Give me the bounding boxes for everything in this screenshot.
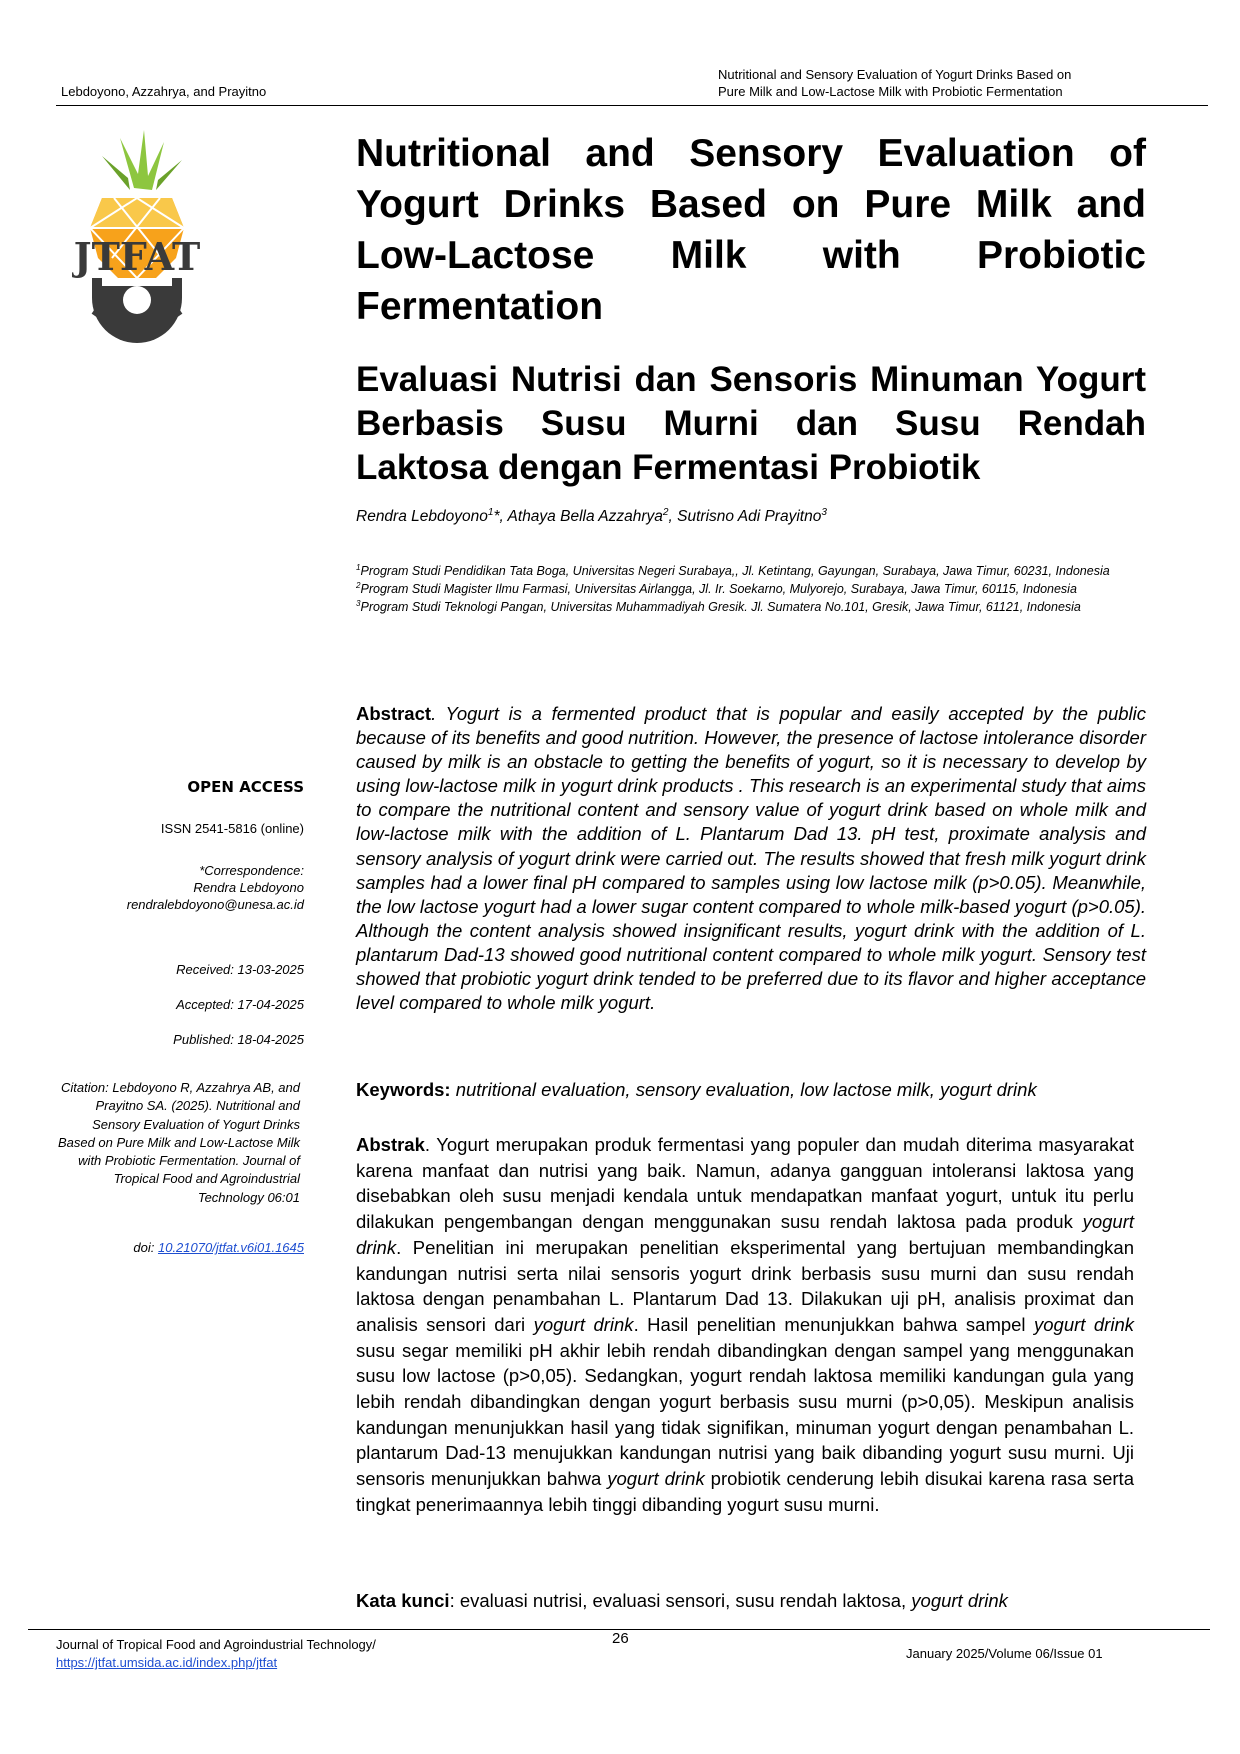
doi [40, 1240, 304, 1255]
abstrak-text: . Penelitian ini merupakan penelitian eksperimental yang bertujuan membandingkan kandungan nutrisi serta nilai sensoris yogurt drink berbasis susu murni dan susu rendah laktosa dengan penambahan L. Plantarum Dad 13. Dilakukan uji pH, analisis proximat dan analisis sensori dari [356, 1236, 1134, 1335]
open-access-label: OPEN ACCESS [187, 778, 304, 796]
abstract-text: . Yogurt is a fermented product that is popular and easily accepted by the public because of its benefits and good nutrition. However, the presence of lactose intolerance disorder caused by milk is an obstacle to getting the benefits of yogurt, so it is necessary to develop by using low-lactose milk in yogurt drink products . This research is an experimental study that aims to compare the nutritional content and sensory value of yogurt drink based on whole milk and low-lactose milk with the addition of L. Plantarum Dad 13. pH test, proximate analysis and sensory analysis of yogurt drink were carried out. The results showed that fresh milk yogurt drink samples had a lower final pH compared to samples using low lactose milk (p>0.05). Meanwhile, the low lactose yogurt had a lower sugar content compared to whole milk-based yogurt (p>0.05). Although the content analysis showed insignificant results, yogurt drink with the addition of L. plantarum Dad-13 showed good nutritional content compared to whole milk yogurt. Sensory test showed that probiotic yogurt drink tended to be preferred due to its flavor and higher acceptance level compared to whole milk yogurt. [356, 703, 1146, 1014]
kata-kunci-heading: Kata kunci [356, 1590, 450, 1611]
footer-issue: January 2025/Volume 06/Issue 01 [906, 1646, 1103, 1661]
page-number: 26 [612, 1630, 629, 1647]
abstrak-text: . Hasil penelitian menunjukkan bahwa sampel [633, 1313, 1035, 1335]
author-list [356, 508, 827, 526]
affiliation-item [356, 580, 1146, 598]
abstract-heading: Abstract [356, 703, 432, 724]
running-header-title-line1: Nutritional and Sensory Evaluation of Yogurt Drinks Based on [718, 67, 1072, 82]
citation: Citation: Lebdoyono R, Azzahrya AB, and Prayitno SA. (2025). Nutritional and Sensory Evaluation of Yogurt Drinks Based on Pure Milk and Low-Lactose Milk with Probiotic Fermentation. Journal of Tropical Food and Agroindustrial Technology 06:01 [57, 1080, 300, 1205]
keywords [356, 1079, 1146, 1101]
author-affil-mark: 3 [821, 506, 827, 518]
author-name: Rendra Lebdoyono [356, 508, 488, 525]
footer-journal-name: Journal of Tropical Food and Agroindustrial Technology/ [56, 1637, 376, 1652]
abstrak-italic: yogurt drink [1034, 1313, 1134, 1335]
pineapple-gear-logo-icon [72, 128, 202, 348]
keywords-text: nutritional evaluation, sensory evaluation, low lactose milk, yogurt drink [450, 1079, 1037, 1100]
affiliation-mark: 2 [356, 580, 361, 590]
kata-kunci-text: : evaluasi nutrisi, evaluasi sensori, susu rendah laktosa, [449, 1590, 912, 1611]
abstrak-text: susu segar memiliki pH akhir lebih rendah dibandingkan dengan sampel yang menggunakan susu low lactose (p>0,05). Sedangkan, yogurt rendah laktosa memiliki kandungan gula yang lebih rendah dibandingkan dengan yogurt berbasis susu murni (p>0,05). Meskipun analisis kandungan menunjukkan hasil yang tidak signifikan, minuman yogurt dengan penambahan L. plantarum Dad-13 menujukkan kandungan nutrisi yang baik dibanding yogurt susu murni. Uji sensoris menunjukkan bahwa [356, 1339, 1134, 1490]
abstrak-italic: yogurt drink [533, 1313, 634, 1335]
author-name: Sutrisno Adi Prayitno [677, 508, 822, 525]
running-header-authors: Lebdoyono, Azzahrya, and Prayitno [61, 84, 267, 99]
running-header-title [718, 66, 1138, 100]
logo-text: JTFAT [73, 234, 201, 279]
abstrak-italic: yogurt drink [607, 1468, 705, 1490]
doi-label: doi: [133, 1240, 158, 1255]
correspondence-label: *Correspondence: [199, 863, 304, 878]
affiliation-text: Program Studi Magister Ilmu Farmasi, Universitas Airlangga, Jl. Ir. Soekarno, Mulyorejo, Surabaya, Jawa Timur, 60115, Indonesia [360, 582, 1077, 596]
affiliation-item [356, 598, 1146, 616]
header-rule [56, 105, 1208, 106]
kata-kunci-italic: yogurt drink [911, 1590, 1008, 1611]
kata-kunci [356, 1590, 1146, 1612]
author-affil-mark: 1 [487, 506, 494, 518]
affiliation-mark: 3 [356, 598, 361, 608]
published-date: Published: 18-04-2025 [173, 1032, 304, 1047]
footer-journal-url[interactable]: https://jtfat.umsida.ac.id/index.php/jtfat [56, 1655, 278, 1670]
correspondence [40, 862, 304, 913]
paper-subtitle: Evaluasi Nutrisi dan Sensoris Minuman Yogurt Berbasis Susu Murni dan Susu Rendah Laktosa dengan Fermentasi Probiotik [356, 360, 1146, 487]
correspondence-email[interactable]: rendralebdoyono@unesa.ac.id [126, 897, 304, 912]
accepted-date: Accepted: 17-04-2025 [176, 997, 304, 1012]
affiliation-text: Program Studi Teknologi Pangan, Universitas Muhammadiyah Gresik. Jl. Sumatera No.101, Gresik, Jawa Timur, 61121, Indonesia [360, 600, 1081, 614]
abstrak-heading: Abstrak [356, 1134, 425, 1155]
corresponding-mark: *, [493, 508, 508, 525]
author-separator: , [668, 508, 678, 525]
abstrak-italic: yogurt drink [356, 1211, 1134, 1258]
running-header-title-line2: Pure Milk and Low-Lactose Milk with Probiotic Fermentation [718, 84, 1063, 99]
correspondence-name: Rendra Lebdoyono [193, 880, 304, 895]
footer-journal [56, 1636, 376, 1672]
author-affil-mark: 2 [662, 506, 669, 518]
affiliation-item [356, 562, 1146, 580]
affiliation-mark: 1 [356, 562, 361, 572]
received-date: Received: 13-03-2025 [176, 962, 304, 977]
journal-logo [72, 128, 202, 348]
keywords-heading: Keywords: [356, 1079, 451, 1100]
paper-title: Nutritional and Sensory Evaluation of Yogurt Drinks Based on Pure Milk and Low-Lactose Milk with Probiotic Fermentation [356, 132, 1146, 328]
author-name: Athaya Bella Azzahrya [507, 508, 663, 525]
abstrak-text: probiotik cenderung lebih disukai karena rasa serta tingkat penerimaannya lebih tinggi dibanding yogurt susu murni. [356, 1468, 1134, 1515]
abstract-indonesian [356, 1132, 1134, 1518]
abstrak-text: . Yogurt merupakan produk fermentasi yang populer dan mudah diterima masyarakat karena manfaat dan nutrisi yang baik. Namun, adanya gangguan intoleransi laktosa yang disebabkan oleh susu menjadi kendala untuk mendapatkan manfaat yogurt, untuk itu perlu dilakukan pengembangan dengan menggunakan susu rendah laktosa pada produk [356, 1134, 1134, 1233]
issn: ISSN 2541-5816 (online) [160, 821, 304, 836]
affiliation-text: Program Studi Pendidikan Tata Boga, Universitas Negeri Surabaya,, Jl. Ketintang, Gayungan, Surabaya, Jawa Timur, 60231, Indonesia [360, 564, 1110, 578]
affiliations [356, 562, 1146, 616]
abstract-english [356, 702, 1146, 1015]
doi-link[interactable]: 10.21070/jtfat.v6i01.1645 [157, 1240, 304, 1255]
